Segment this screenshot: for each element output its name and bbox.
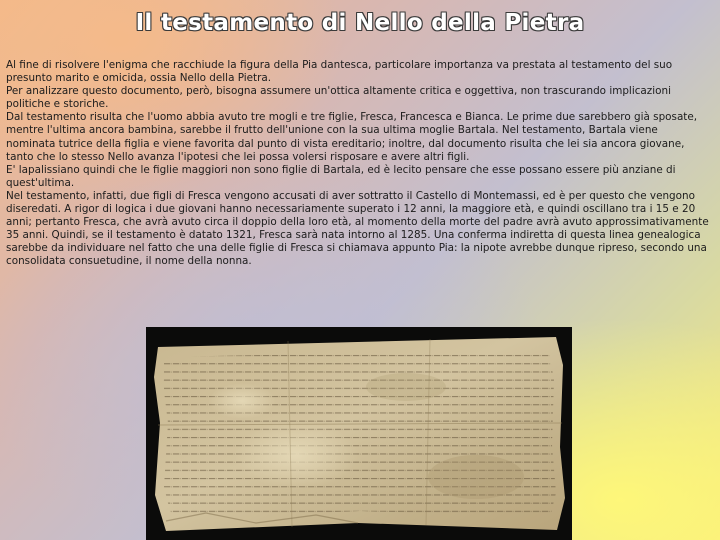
paragraph-5: Nel testamento, infatti, due figli di Fresca vengono accusati di aver sottratto il Castello di Montemassi, ed è per questo che vengono diseredati. A rigor di logica i due giovani hanno necessariamente superato i 12 anni, la maggiore età, e quindi oscillano tra i 15 e 20 anni; pertanto Fresca, che avrà avuto circa il doppio della loro età, al momento della morte del padre avrà avuto approssimativamente 35 anni. Quindi, se il testamento è datato 1321, Fresca sarà nata intorno al 1285. Una conferma indiretta di questa linea genealogica sarebbe da individuare nel fatto che una delle figlie di Fresca si chiamava appunto Pia: la nipote avrebbe dunque ripreso, secondo una consolidata consuetudine, il nome della nonna. (6, 189, 709, 268)
paragraph-4: E' lapalissiano quindi che le figlie maggiori non sono figlie di Bartala, ed è lecito pensare che esse possano essere più anziane di quest'ultima. (6, 163, 676, 189)
parchment-image (146, 327, 572, 540)
parchment-photo (146, 327, 572, 540)
paragraph-2: Per analizzare questo documento, però, bisogna assumere un'ottica altamente critica e oggettiva, non trascurando implicazioni politiche e storiche. (6, 85, 671, 111)
slide-body (6, 59, 710, 269)
paragraph-3: Dal testamento risulta che l'uomo abbia avuto tre mogli e tre figlie, Fresca, Francesca e Bianca. Le prime due sarebbero già sposate, mentre l'ultima ancora bambina, sarebbe il frutto dell'unione con la sua ultima moglie Bartala. Nel testamento, Bartala viene nominata tutrice della figlia e viene favorita dal punto di vista ereditario; inoltre, dal documento risulta che lei sia ancora giovane, tanto che lo stesso Nello avanza l'ipotesi che lei possa volersi risposare e avere altri figli. (6, 111, 698, 163)
slide-title: Il testamento di Nello della Pietra (135, 10, 585, 36)
paragraph-1: Al fine di risolvere l'enigma che racchiude la figura della Pia dantesca, particolare importanza va prestata al testamento del suo presunto marito e omicida, ossia Nello della Pietra. (6, 59, 673, 85)
